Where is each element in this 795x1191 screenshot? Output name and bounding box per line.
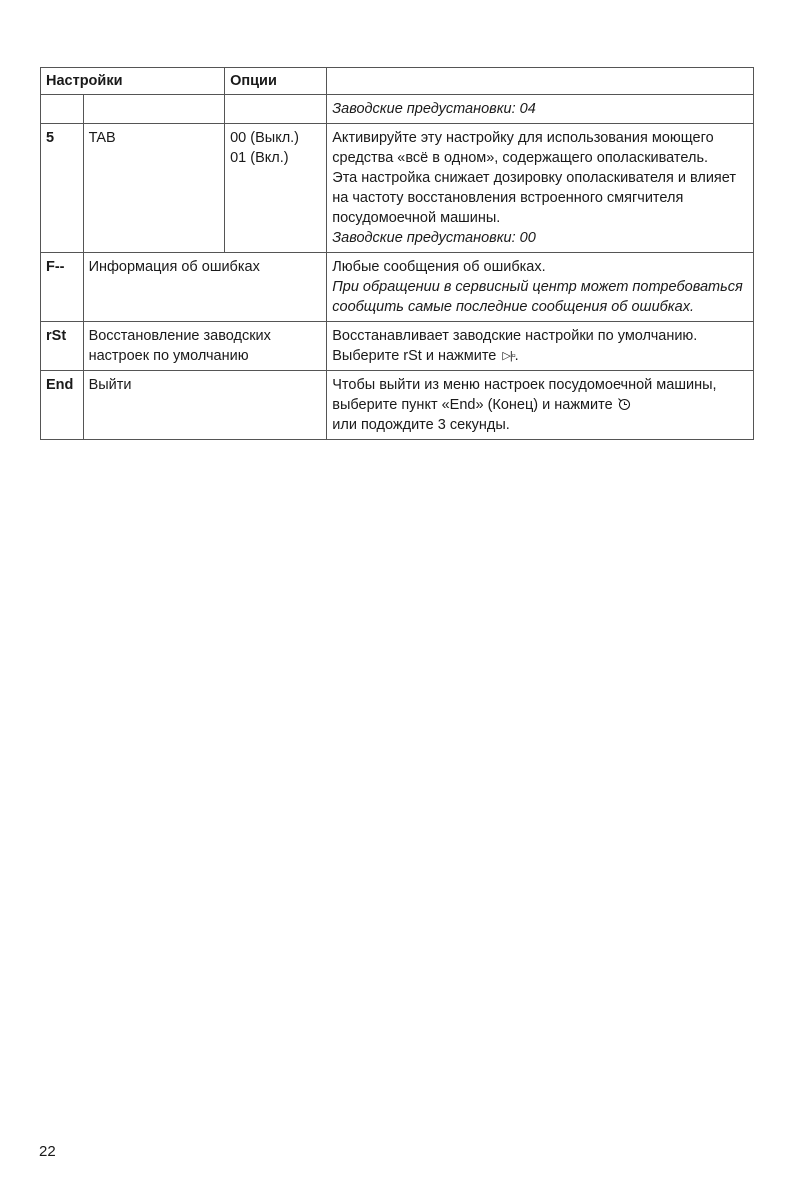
header-description (327, 68, 754, 95)
table-row-reset (41, 322, 754, 371)
description-text (332, 375, 748, 415)
description-text: Эта настройка снижает дозировку ополаскивателя и влияет на частоту восстановления встроенного смягчителя посудомоечной машины. (332, 170, 737, 226)
table-row-errors (41, 253, 754, 322)
start-pause-icon: ▷|▫ (502, 350, 515, 362)
settings-table (40, 67, 754, 440)
cell-empty (83, 95, 225, 124)
cell-empty (225, 95, 327, 124)
table-row-tab (41, 124, 754, 253)
factory-preset-note: Заводские предустановки: 00 (332, 230, 536, 246)
service-note: При обращении в сервисный центр может потребоваться сообщить самые последние сообщения об ошибках. (332, 279, 743, 315)
setting-description (327, 124, 754, 253)
setting-code: 5 (41, 124, 84, 253)
setting-code: rSt (41, 322, 84, 371)
table-row-preset (41, 95, 754, 124)
header-settings: Настройки (41, 68, 225, 95)
setting-code: F-- (41, 253, 84, 322)
setting-description (327, 253, 754, 322)
setting-description (327, 371, 754, 440)
setting-name: Восстановление заводских настроек по умолчанию (83, 322, 327, 371)
description-text: Активируйте эту настройку для использования моющего средства «всё в одном», содержащего ополаскиватель. (332, 130, 714, 166)
setting-name: TAB (83, 124, 225, 253)
description-text: Любые сообщения об ошибках. (332, 259, 546, 275)
option-off: 00 (Выкл.) (230, 130, 300, 146)
description-text: Восстанавливает заводские настройки по умолчанию. (332, 328, 698, 344)
description-text: или подождите 3 секунды. (332, 417, 510, 433)
delay-timer-icon (617, 397, 631, 413)
setting-description (327, 322, 754, 371)
page-number: 22 (39, 1143, 56, 1160)
table-header-row (41, 68, 754, 95)
description-text-part: Чтобы выйти из меню настроек посудомоечной машины, выберите пункт «End» (Конец) и нажмите (332, 377, 717, 413)
setting-code: End (41, 371, 84, 440)
setting-options (225, 124, 327, 253)
setting-name: Информация об ошибках (83, 253, 327, 322)
setting-name: Выйти (83, 371, 327, 440)
cell-empty (41, 95, 84, 124)
description-text: Выберите rSt и нажмите ▷|▫. (332, 348, 519, 364)
preset-text: Заводские предустановки: 04 (327, 95, 754, 124)
header-options: Опции (225, 68, 327, 95)
option-on: 01 (Вкл.) (230, 150, 289, 166)
description-text-part: Выберите rSt и нажмите (332, 348, 497, 364)
table-row-exit (41, 371, 754, 440)
